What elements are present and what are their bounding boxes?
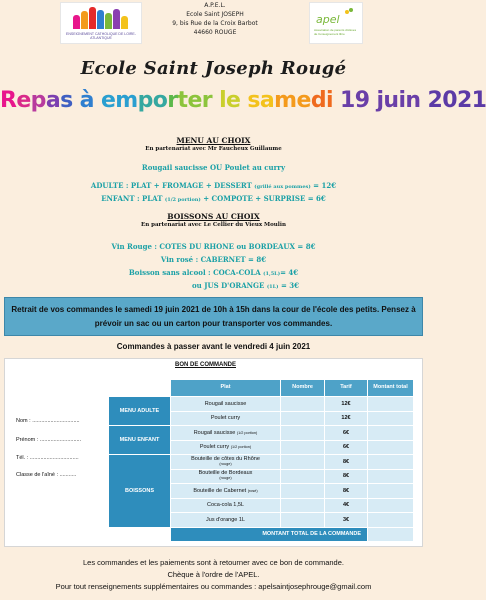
menu-dish: Rougail saucisse OU Poulet au curry — [141, 163, 286, 172]
header-blank-cell — [109, 380, 171, 397]
quantity-cell[interactable] — [281, 411, 325, 426]
footer-return-note: Les commandes et les paiements sont à retourner avec ce bon de commande. — [83, 558, 344, 567]
order-total-cell[interactable] — [368, 527, 414, 542]
headline-segment: 2021 — [427, 88, 486, 113]
table-row — [109, 397, 414, 412]
dish-cell — [171, 426, 281, 441]
order-table — [108, 379, 414, 542]
juice-note: (1L) — [266, 284, 279, 290]
juice-price: = 3€ — [278, 281, 300, 290]
juice-main: ou JUS D'ORANGE — [192, 281, 267, 290]
table-row — [109, 426, 414, 441]
price-cell: 3€ — [325, 513, 368, 528]
column-header-nombre: Nombre — [281, 380, 325, 397]
headline-segment: r — [167, 88, 178, 113]
soft-drink-price: = 4€ — [280, 268, 299, 277]
headline-segment: e — [16, 88, 31, 113]
apel-leaf-icon — [344, 7, 354, 17]
juice-line — [192, 281, 299, 290]
price-cell: 8€ — [325, 469, 368, 484]
dish-name: Poulet curry — [199, 444, 231, 451]
order-form-title: BON DE COMMANDE — [175, 362, 236, 368]
apel-logo — [309, 2, 363, 44]
quantity-cell[interactable] — [281, 426, 325, 441]
soft-drink-line — [0, 268, 427, 277]
line-total-cell[interactable] — [368, 455, 414, 470]
quantity-cell[interactable] — [281, 440, 325, 455]
child-menu-note: (1/2 portion) — [164, 197, 201, 203]
headline-segment: R — [0, 88, 17, 113]
headline-segment: 19 juin — [339, 88, 428, 113]
headline-segment: le — [212, 88, 248, 113]
quantity-cell[interactable] — [281, 513, 325, 528]
price-cell: 8€ — [325, 484, 368, 499]
dish-cell — [171, 469, 281, 484]
price-cell: 6€ — [325, 426, 368, 441]
adult-menu-line — [0, 181, 427, 190]
adult-menu-price: = 12€ — [310, 181, 337, 190]
line-total-cell[interactable] — [368, 397, 414, 412]
menu-partner: En partenariat avec Mr Faucheux Guillaume — [145, 146, 282, 152]
footer-cheque-note: Chèque à l'ordre de l'APEL. — [167, 570, 260, 579]
apel-caption: Association de parents d'élèves de l'enseignement libre — [314, 28, 357, 36]
enseignement-catholique-logo — [60, 2, 142, 44]
table-total-row — [109, 527, 414, 542]
pickup-banner: Retrait de vos commandes le samedi 19 juin 2021 de 10h à 15h dans la cour de l'école des petits. Pensez à prévoir un sac ou un carton pour transporter vos commandes. — [4, 297, 423, 336]
dish-name: Bouteille de Bordeaux — [198, 470, 253, 477]
field-classe-aine[interactable]: Classe de l'aîné : ........... — [16, 472, 77, 478]
drinks-heading: BOISSONS AU CHOIX — [167, 212, 260, 221]
headline-segment: me — [274, 88, 311, 113]
headline-segment: p — [30, 88, 46, 113]
adult-menu-main: ADULTE : PLAT + FROMAGE + DESSERT — [90, 181, 255, 190]
dish-cell: Rougail saucisse — [171, 397, 281, 412]
line-total-cell[interactable] — [368, 498, 414, 513]
event-headline — [0, 88, 486, 113]
table-header-row — [109, 380, 414, 397]
line-total-cell[interactable] — [368, 484, 414, 499]
headline-segment: ter — [177, 88, 213, 113]
quantity-cell[interactable] — [281, 455, 325, 470]
quantity-cell[interactable] — [281, 469, 325, 484]
headline-segment: di — [310, 88, 340, 113]
dish-name: Bouteille de côtes du Rhône — [191, 455, 260, 462]
category-menu-adulte: MENU ADULTE — [109, 397, 171, 426]
line-total-cell[interactable] — [368, 469, 414, 484]
menu-heading: MENU AU CHOIX — [176, 136, 251, 145]
dish-note: (rouge) — [219, 476, 232, 481]
dish-cell — [171, 455, 281, 470]
school-title: Ecole Saint Joseph Rougé — [80, 58, 347, 79]
dish-note: (1/2 portion) — [236, 430, 258, 435]
price-cell: 12€ — [325, 411, 368, 426]
association-name: A.P.E.L. — [204, 2, 226, 9]
headline-segment: em — [100, 88, 138, 113]
child-menu-rest: + COMPOTE + SURPRISE = 6€ — [200, 194, 326, 203]
deadline-date: vendredi 4 juin 2021 — [233, 342, 311, 351]
school-address-block — [150, 1, 280, 37]
child-menu-line — [0, 194, 427, 203]
dish-note: (rosé) — [247, 488, 258, 493]
dish-note: (rouge) — [219, 461, 232, 466]
quantity-cell[interactable] — [281, 484, 325, 499]
soft-drink-note: (1,5L) — [263, 271, 281, 277]
line-total-cell[interactable] — [368, 411, 414, 426]
headline-segment: sa — [247, 88, 275, 113]
school-street: 9, bis Rue de la Croix Barbot — [172, 20, 258, 27]
apel-wordmark: apel — [316, 13, 340, 26]
field-tel[interactable]: Tél. : ................................ — [16, 455, 79, 461]
dish-cell: Jus d'orange 1L — [171, 513, 281, 528]
order-deadline — [0, 342, 427, 351]
dish-cell — [171, 484, 281, 499]
adult-menu-note: (grillé aux pommes) — [254, 184, 311, 190]
dish-cell: Coca-cola 1,5L — [171, 498, 281, 513]
total-blank-cell — [109, 527, 171, 542]
quantity-cell[interactable] — [281, 397, 325, 412]
headline-segment: à — [72, 88, 101, 113]
deadline-prefix: Commandes à passer avant le — [116, 342, 234, 351]
price-cell: 8€ — [325, 455, 368, 470]
red-wine-line: Vin Rouge : COTES DU RHONE ou BORDEAUX = 8€ — [111, 242, 316, 251]
line-total-cell[interactable] — [368, 513, 414, 528]
school-name: Ecole Saint JOSEPH — [186, 11, 244, 18]
drinks-partner: En partenariat avec Le Cellier du Vieux Moulin — [141, 222, 286, 228]
table-row — [109, 455, 414, 470]
line-total-cell[interactable] — [368, 426, 414, 441]
child-menu-main: ENFANT : PLAT — [101, 194, 165, 203]
quantity-cell[interactable] — [281, 498, 325, 513]
dish-name: Bouteille de Cabernet — [193, 487, 248, 494]
headline-segment: po — [137, 88, 168, 113]
soft-drink-main: Boisson sans alcool : COCA-COLA — [128, 268, 264, 277]
logo-bars-graphic — [73, 7, 129, 29]
dish-cell — [171, 440, 281, 455]
column-header-tarif: Tarif — [325, 380, 368, 397]
logo-left-caption: ENSEIGNEMENT CATHOLIQUE DE LOIRE-ATLANTIQUE — [66, 32, 136, 40]
footer-contact: Pour tout renseignements supplémentaires ou commandes : apelsaintjosephrouge@gmail.com — [55, 582, 372, 591]
letterhead — [0, 0, 427, 50]
price-cell: 12€ — [325, 397, 368, 412]
price-cell: 6€ — [325, 440, 368, 455]
column-header-montant-total: Montant total — [368, 380, 414, 397]
price-cell: 4€ — [325, 498, 368, 513]
dish-cell: Poulet curry — [171, 411, 281, 426]
headline-segment: a — [45, 88, 61, 113]
order-total-label: MONTANT TOTAL DE LA COMMANDE — [171, 527, 368, 542]
rose-wine-line: Vin rosé : CABERNET = 8€ — [160, 255, 267, 264]
category-menu-enfant: MENU ENFANT — [109, 426, 171, 455]
category-boissons: BOISSONS — [109, 455, 171, 528]
headline-segment: s — [60, 88, 73, 113]
line-total-cell[interactable] — [368, 440, 414, 455]
field-prenom[interactable]: Prénom : ........................... — [16, 437, 82, 443]
school-city: 44660 ROUGE — [193, 29, 237, 36]
column-header-plat: Plat — [171, 380, 281, 397]
field-nom[interactable]: Nom : ............................... — [16, 418, 80, 424]
dish-name: Rougail saucisse — [193, 429, 237, 436]
dish-note: (1/2 portion) — [230, 445, 252, 450]
